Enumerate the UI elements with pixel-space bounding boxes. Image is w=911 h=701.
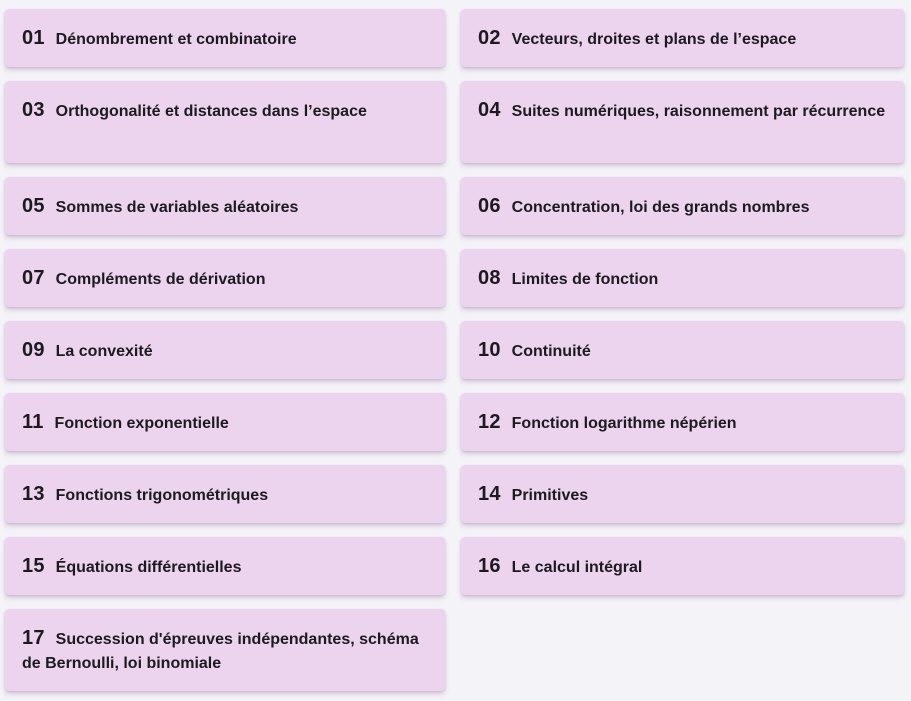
chapter-number: 10: [478, 339, 501, 361]
chapter-number: 13: [22, 483, 45, 505]
chapter-title: Sommes de variables aléatoires: [55, 199, 299, 216]
chapter-card-06[interactable]: [461, 177, 904, 235]
chapter-number: 03: [22, 99, 45, 121]
chapter-number: 09: [22, 339, 45, 361]
chapter-title: Compléments de dérivation: [55, 271, 266, 288]
chapter-title: Concentration, loi des grands nombres: [511, 199, 810, 216]
chapter-number: 08: [478, 267, 501, 289]
chapter-card-01[interactable]: [5, 9, 445, 67]
chapter-card-13[interactable]: [5, 465, 445, 523]
chapter-number: 07: [22, 267, 45, 289]
chapter-card-14[interactable]: [461, 465, 904, 523]
chapter-number: 17: [22, 627, 45, 649]
chapter-card-02[interactable]: [461, 9, 904, 67]
chapter-number: 04: [478, 99, 501, 121]
chapter-title: Fonctions trigonométriques: [55, 487, 269, 504]
chapter-number: 16: [478, 555, 501, 577]
chapter-number: 12: [478, 411, 501, 433]
chapter-card-04[interactable]: [461, 81, 904, 163]
chapter-title: Dénombrement et combinatoire: [55, 31, 297, 48]
chapter-title: Primitives: [511, 487, 589, 504]
chapter-number: 11: [22, 411, 44, 433]
chapter-title: Suites numériques, raisonnement par récurrence: [511, 103, 886, 120]
chapter-number: 05: [22, 195, 45, 217]
chapter-title: Orthogonalité et distances dans l’espace: [55, 103, 367, 120]
chapter-grid: [5, 9, 904, 691]
chapter-card-08[interactable]: [461, 249, 904, 307]
chapter-title: Succession d'épreuves indépendantes, schéma de Bernoulli, loi binomiale: [22, 631, 419, 672]
chapter-title: Limites de fonction: [511, 271, 659, 288]
chapter-card-05[interactable]: [5, 177, 445, 235]
chapter-title: Le calcul intégral: [511, 559, 643, 576]
chapter-card-10[interactable]: [461, 321, 904, 379]
chapter-title: Continuité: [511, 343, 591, 360]
chapter-card-17[interactable]: [5, 609, 445, 691]
chapter-card-09[interactable]: [5, 321, 445, 379]
chapter-title: Vecteurs, droites et plans de l’espace: [511, 31, 797, 48]
chapter-number: 01: [22, 27, 45, 49]
chapter-number: 02: [478, 27, 501, 49]
chapter-title: Fonction logarithme népérien: [511, 415, 737, 432]
chapter-card-03[interactable]: [5, 81, 445, 163]
chapter-number: 14: [478, 483, 501, 505]
chapter-number: 15: [22, 555, 45, 577]
chapter-card-15[interactable]: [5, 537, 445, 595]
chapter-title: Équations différentielles: [55, 559, 242, 576]
chapter-title: Fonction exponentielle: [54, 415, 229, 432]
chapter-card-12[interactable]: [461, 393, 904, 451]
chapter-number: 06: [478, 195, 501, 217]
chapter-card-11[interactable]: [5, 393, 445, 451]
chapter-card-16[interactable]: [461, 537, 904, 595]
chapter-title: La convexité: [55, 343, 153, 360]
chapter-card-07[interactable]: [5, 249, 445, 307]
